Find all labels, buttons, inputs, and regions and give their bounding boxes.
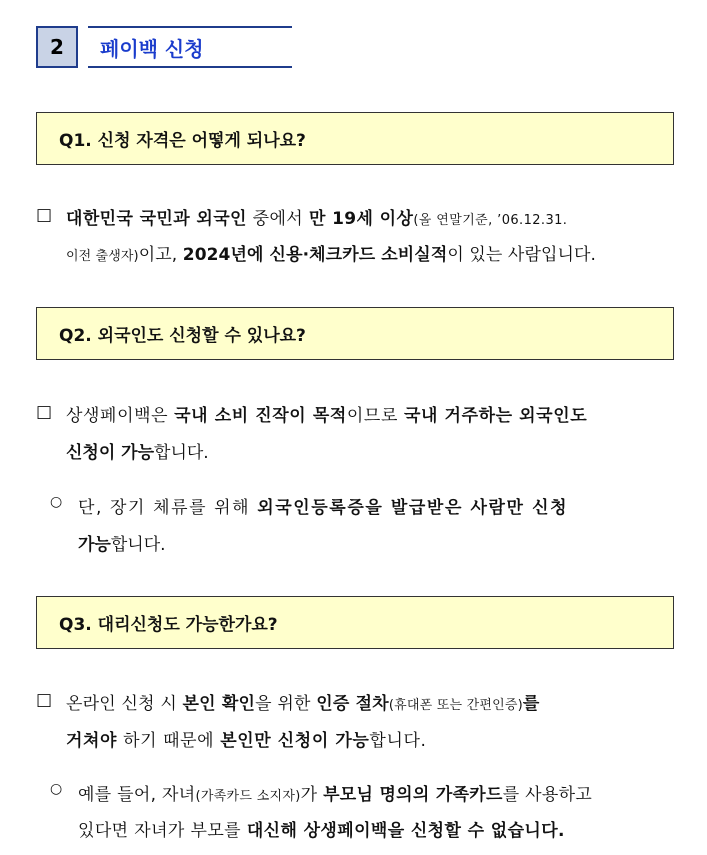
text-segment: 예를 들어, 자녀 <box>78 785 196 805</box>
text-segment: 만 19세 이상 <box>308 209 414 229</box>
section-title: 페이백 신청 <box>88 26 292 68</box>
text-segment: 국내 거주하는 외국인도 <box>403 406 588 426</box>
text-segment: 온라인 신청 시 <box>66 694 183 714</box>
text-segment: 을 위한 <box>255 694 317 714</box>
text-segment: 인증 절차 <box>316 694 389 714</box>
text-segment: 이 있는 사람입니다. <box>447 245 597 265</box>
text-segment: 대한민국 국민과 외국인 <box>66 209 247 229</box>
text-segment: 가능 <box>78 535 111 555</box>
text-segment: 부모님 명의의 가족카드 <box>323 785 503 805</box>
answer-q3-sub-line1 <box>78 780 592 805</box>
text-segment: 본인 확인 <box>182 694 256 714</box>
circle-bullet-icon: ○ <box>50 494 63 510</box>
text-segment: 이고, <box>138 245 183 265</box>
answer-q2-sub-line2 <box>78 530 166 555</box>
circle-bullet-icon: ○ <box>50 781 63 797</box>
text-segment: 있다면 자녀가 부모를 <box>78 821 247 841</box>
checkbox-bullet-icon: □ <box>36 402 53 422</box>
text-segment: 이전 출생자) <box>66 249 139 264</box>
answer-q1-line1 <box>66 204 567 229</box>
text-segment: 대신해 상생페이백을 신청할 수 없습니다. <box>246 821 565 841</box>
text-segment: 합니다. <box>110 535 166 555</box>
text-segment: 외국인등록증을 발급받은 사람만 신청 <box>257 498 569 518</box>
text-segment: 단, 장기 체류를 위해 <box>78 498 258 518</box>
text-segment: 상생페이백은 <box>66 406 175 426</box>
text-segment: 신청이 가능 <box>66 443 155 463</box>
checkbox-bullet-icon: □ <box>36 205 53 225</box>
answer-q3-line1 <box>66 689 540 714</box>
text-segment: (올 연말기준, ’06.12.31. <box>413 213 568 228</box>
answer-q3-sub-line2 <box>78 816 565 841</box>
text-segment: 국내 소비 진작이 목적 <box>174 406 347 426</box>
text-segment: (휴대폰 또는 간편인증) <box>388 698 523 713</box>
text-segment: 가 <box>300 785 324 805</box>
question-text-q2: Q2. 외국인도 신청할 수 있나요? <box>59 326 306 346</box>
question-box-q1 <box>36 112 674 165</box>
text-segment: 중에서 <box>246 209 309 229</box>
text-segment: 거쳐야 <box>66 731 118 751</box>
text-segment: 를 사용하고 <box>502 785 593 805</box>
question-text-q3: Q3. 대리신청도 가능한가요? <box>59 615 278 635</box>
text-segment: 이므로 <box>346 406 404 426</box>
checkbox-bullet-icon: □ <box>36 690 53 710</box>
section-number: 2 <box>36 26 78 68</box>
answer-q1-line2 <box>66 240 596 265</box>
text-segment: 합니다. <box>154 443 209 463</box>
text-segment: 2024년에 신용·체크카드 소비실적 <box>182 245 448 265</box>
text-segment: 합니다. <box>369 731 427 751</box>
text-segment: (가족카드 소지자) <box>195 789 301 804</box>
text-segment: 를 <box>522 694 540 714</box>
section-header <box>36 26 292 68</box>
answer-q2-line1 <box>66 401 587 426</box>
question-box-q2 <box>36 307 674 360</box>
answer-q2-line2 <box>66 438 209 463</box>
answer-q2-sub-line1 <box>78 493 568 518</box>
question-box-q3 <box>36 596 674 649</box>
answer-q3-line2 <box>66 726 427 751</box>
text-segment: 하기 때문에 <box>117 731 221 751</box>
question-text-q1: Q1. 신청 자격은 어떻게 되나요? <box>59 131 306 151</box>
text-segment: 본인만 신청이 가능 <box>220 731 370 751</box>
